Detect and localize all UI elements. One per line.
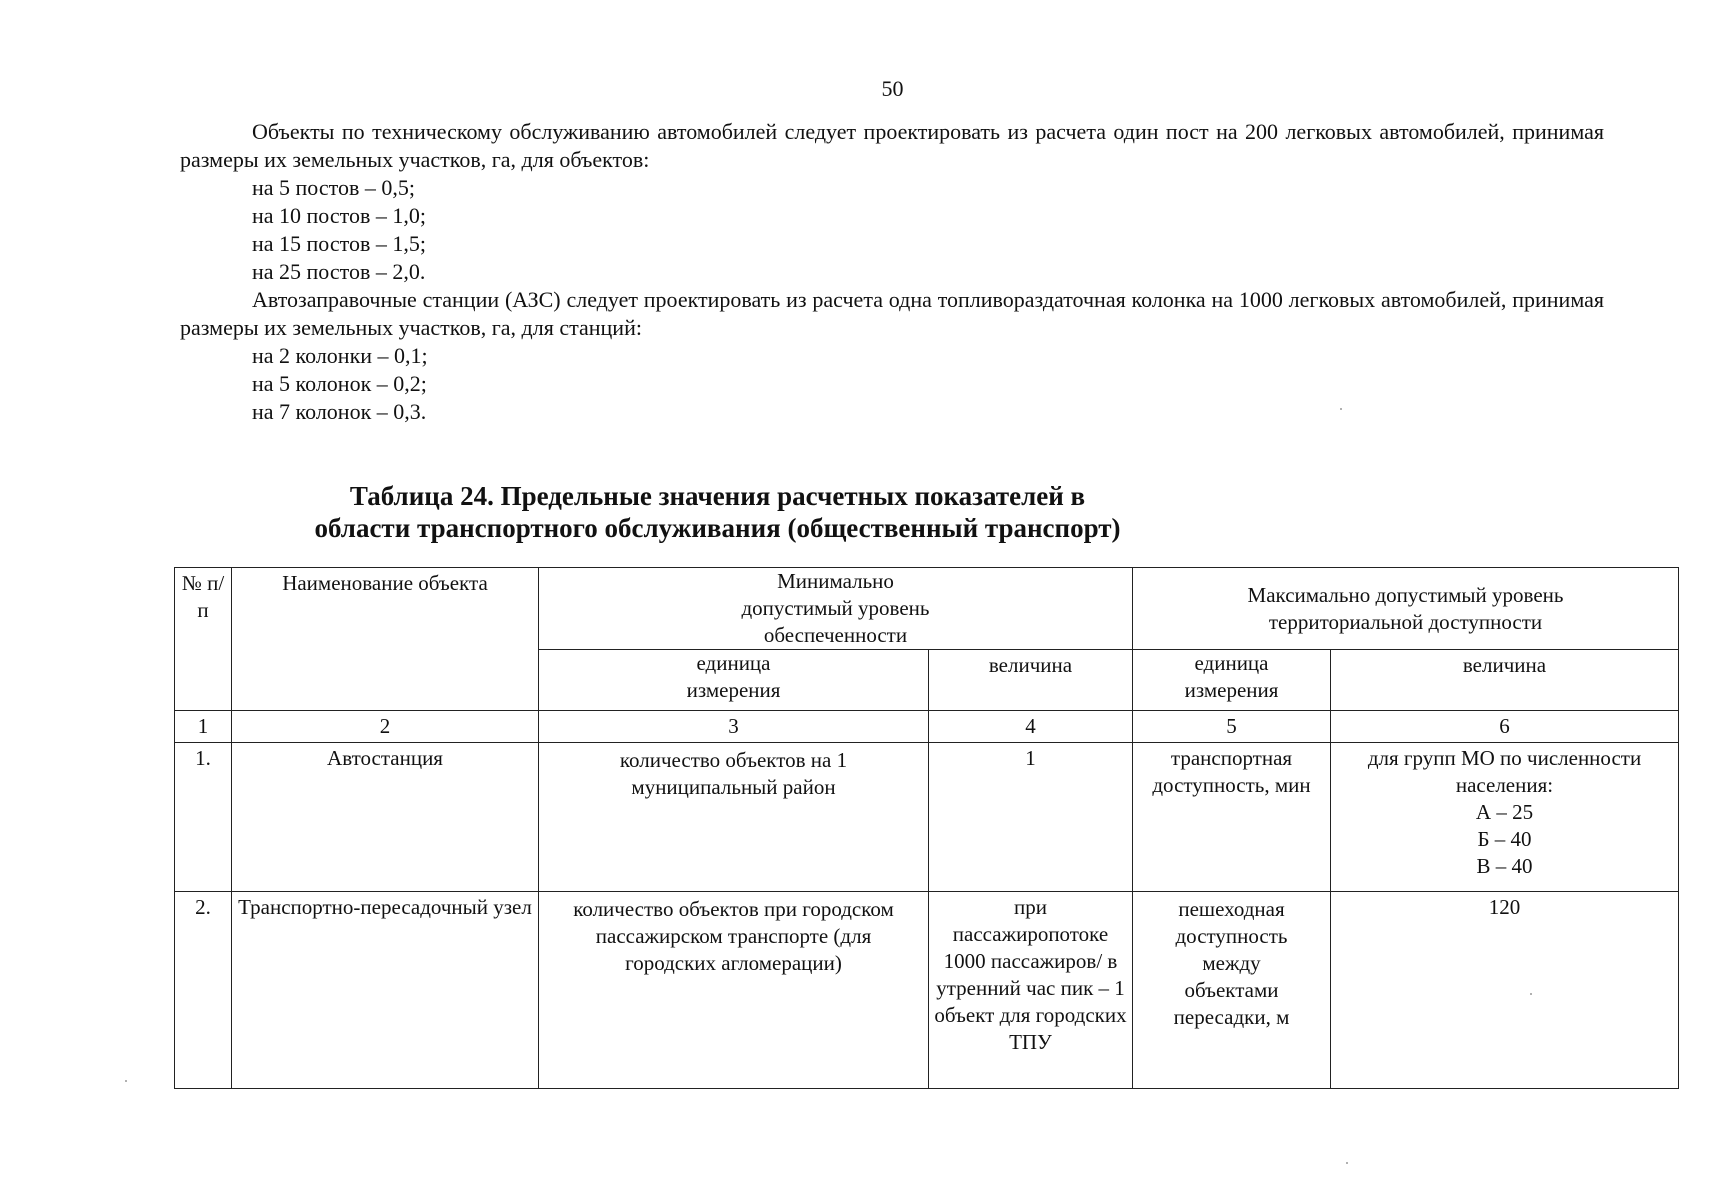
value-max-group: Б – 40: [1477, 827, 1532, 851]
row-value-min: при пассажиропотоке 1000 пассажиров/ в утренний час пик – 1 объект для городских ТПУ: [929, 892, 1133, 1089]
row-num: 2.: [175, 892, 232, 1089]
value-max-intro: для групп МО по численности населения:: [1367, 746, 1642, 797]
body-text: [180, 118, 1604, 426]
scan-speck: [1530, 993, 1532, 995]
paragraph-service: Объекты по техническому обслуживанию автомобилей следует проектировать из расчета один пост на 200 легковых автомобилей, принимая размеры их земельных участков, га, для объектов:: [180, 119, 1604, 172]
row-name: Автостанция: [232, 743, 539, 892]
list-item: на 2 колонки – 0,1;: [252, 343, 428, 368]
column-number: 6: [1331, 711, 1679, 743]
list-item: на 10 постов – 1,0;: [252, 203, 426, 228]
column-number: 2: [232, 711, 539, 743]
column-number: 4: [929, 711, 1133, 743]
row-name: Транспортно-пересадочный узел: [232, 892, 539, 1089]
column-number: 1: [175, 711, 232, 743]
row-unit-max: пешеходная доступность между объектами пересадки, м: [1133, 892, 1331, 1089]
header-unit-max: единица измерения: [1133, 650, 1331, 711]
header-name: Наименование объекта: [232, 568, 539, 711]
page-number: 50: [881, 76, 904, 101]
list-item: на 25 постов – 2,0.: [252, 259, 426, 284]
value-max-group: В – 40: [1476, 854, 1533, 878]
row-num: 1.: [175, 743, 232, 892]
list-item: на 5 постов – 0,5;: [252, 175, 415, 200]
scan-speck: [125, 1080, 127, 1082]
row-unit-max: транспортная доступность, мин: [1133, 743, 1331, 892]
value-max-group: А – 25: [1475, 800, 1534, 824]
table-title-line: Таблица 24. Предельные значения расчетных показателей в: [349, 481, 1086, 511]
paragraph-stations: Автозаправочные станции (АЗС) следует проектировать из расчета одна топливораздаточная колонка на 1000 легковых автомобилей, принимая размеры их земельных участков, га, для станций:: [180, 287, 1604, 340]
scan-speck: [1346, 1162, 1348, 1164]
table-title: [0, 480, 1435, 544]
scan-speck: [1340, 408, 1342, 410]
table-header-row: [175, 568, 1679, 650]
column-number-row: [175, 711, 1679, 743]
header-value-min: величина: [929, 650, 1133, 711]
row-value-max: 120: [1331, 892, 1679, 1089]
header-max-level: Максимально допустимый уровень территориальной доступности: [1133, 568, 1679, 650]
list-item: на 5 колонок – 0,2;: [252, 371, 427, 396]
transport-table: [174, 567, 1679, 1089]
column-number: 5: [1133, 711, 1331, 743]
table-row: [175, 743, 1679, 892]
row-value-min: 1: [929, 743, 1133, 892]
header-num: № п/п: [175, 568, 232, 711]
list-item: на 15 постов – 1,5;: [252, 231, 426, 256]
row-unit-min: количество объектов при городском пассажирском транспорте (для городских агломерации): [539, 892, 929, 1089]
list-item: на 7 колонок – 0,3.: [252, 399, 427, 424]
column-number: 3: [539, 711, 929, 743]
header-value-max: величина: [1331, 650, 1679, 711]
row-value-max: [1331, 743, 1679, 892]
header-min-level: Минимально допустимый уровень обеспеченности: [539, 568, 1133, 650]
header-unit-min: единица измерения: [539, 650, 929, 711]
table-row: [175, 892, 1679, 1089]
table-title-line: области транспортного обслуживания (общественный транспорт): [314, 513, 1121, 543]
row-unit-min: количество объектов на 1 муниципальный район: [539, 743, 929, 892]
